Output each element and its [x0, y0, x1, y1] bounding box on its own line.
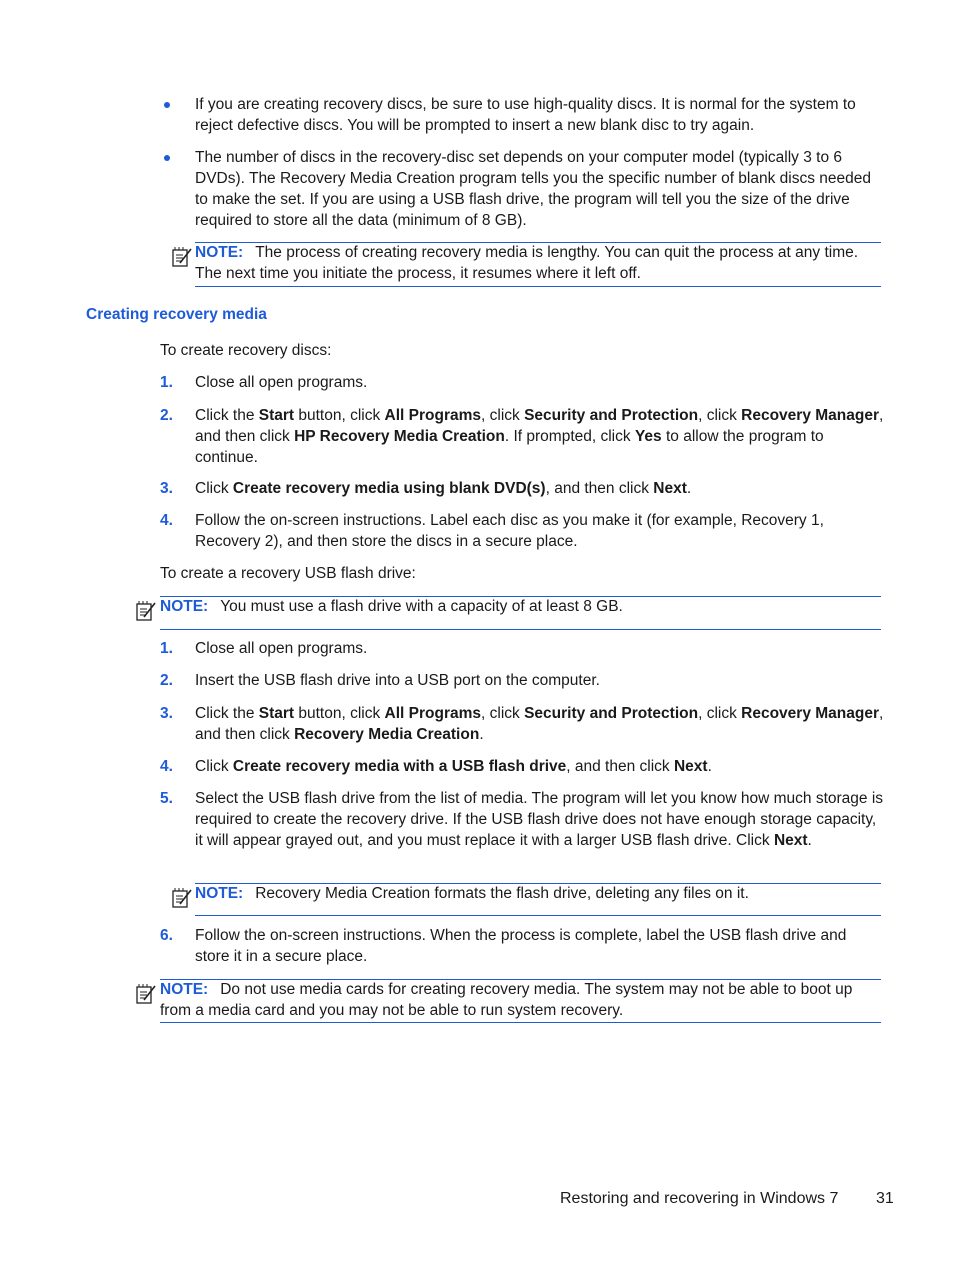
note-label: NOTE:	[195, 244, 244, 261]
step-number: 2.	[160, 672, 173, 689]
step-number: 1.	[160, 374, 173, 391]
step-text: Close all open programs.	[195, 640, 368, 657]
step-number: 4.	[160, 758, 173, 775]
step-number: 3.	[160, 705, 173, 722]
section-heading: Creating recovery media	[86, 306, 267, 323]
step-text: Follow the on-screen instructions. Label each disc as you make it (for example, Recovery 1, Recovery 2), and then store the discs in a secure place.	[195, 512, 824, 550]
step-number: 4.	[160, 512, 173, 529]
step-number: 5.	[160, 790, 173, 807]
step-text: Follow the on-screen instructions. When the process is complete, label the USB flash drive and store it in a secure place.	[195, 927, 847, 965]
step-text: Select the USB flash drive from the list of media. The program will let you know how much storage is required to create the recovery drive. If the USB flash drive does not have enough storage capacity, it will appear grayed out, and you must replace it with a larger USB flash drive. Click Next.	[195, 790, 884, 849]
note-icon	[171, 246, 193, 268]
note-box	[195, 242, 881, 287]
step-text: Click the Start button, click All Programs, click Security and Protection, click Recovery Manager, and then click Recovery Media Creation.	[195, 705, 884, 743]
note-box	[195, 883, 881, 916]
step-number: 2.	[160, 407, 173, 424]
usb-intro: To create a recovery USB flash drive:	[160, 565, 416, 582]
note-label: NOTE:	[160, 981, 209, 998]
note-icon	[135, 600, 157, 622]
note-icon	[171, 887, 193, 909]
bullet-icon	[164, 155, 170, 161]
note-text: You must use a flash drive with a capacity of at least 8 GB.	[220, 598, 623, 615]
note-label: NOTE:	[160, 598, 209, 615]
step-text: Click Create recovery media using blank DVD(s), and then click Next.	[195, 480, 692, 497]
note-box	[160, 979, 881, 1023]
footer-chapter-title: Restoring and recovering in Windows 7	[560, 1190, 839, 1207]
note-box	[160, 596, 881, 630]
bullet-icon	[164, 102, 170, 108]
note-icon	[135, 983, 157, 1005]
step-text: Click Create recovery media with a USB flash drive, and then click Next.	[195, 758, 712, 775]
step-number: 1.	[160, 640, 173, 657]
step-text: Insert the USB flash drive into a USB port on the computer.	[195, 672, 600, 689]
step-number: 6.	[160, 927, 173, 944]
bullet-text: If you are creating recovery discs, be sure to use high-quality discs. It is normal for the system to reject defective discs. You will be prompted to insert a new blank disc to try again.	[195, 96, 856, 134]
discs-intro: To create recovery discs:	[160, 342, 332, 359]
bullet-text: The number of discs in the recovery-disc set depends on your computer model (typically 3 to 6 DVDs). The Recovery Media Creation program tells you the specific number of blank discs needed to make the set. If you are using a USB flash drive, the program will tell you the size of the drive required to store all the data (minimum of 8 GB).	[195, 149, 872, 229]
step-text: Close all open programs.	[195, 374, 368, 391]
step-number: 3.	[160, 480, 173, 497]
page-number: 31	[876, 1190, 894, 1207]
note-text: The process of creating recovery media is lengthy. You can quit the process at any time. The next time you initiate the process, it resumes where it left off.	[195, 244, 859, 282]
step-text: Click the Start button, click All Programs, click Security and Protection, click Recovery Manager, and then click HP Recovery Media Creation. If prompted, click Yes to allow the program to continue.	[195, 407, 884, 466]
note-text: Do not use media cards for creating recovery media. The system may not be able to boot up from a media card and you may not be able to run system recovery.	[160, 981, 853, 1019]
note-label: NOTE:	[195, 885, 244, 902]
note-text: Recovery Media Creation formats the flash drive, deleting any files on it.	[255, 885, 749, 902]
